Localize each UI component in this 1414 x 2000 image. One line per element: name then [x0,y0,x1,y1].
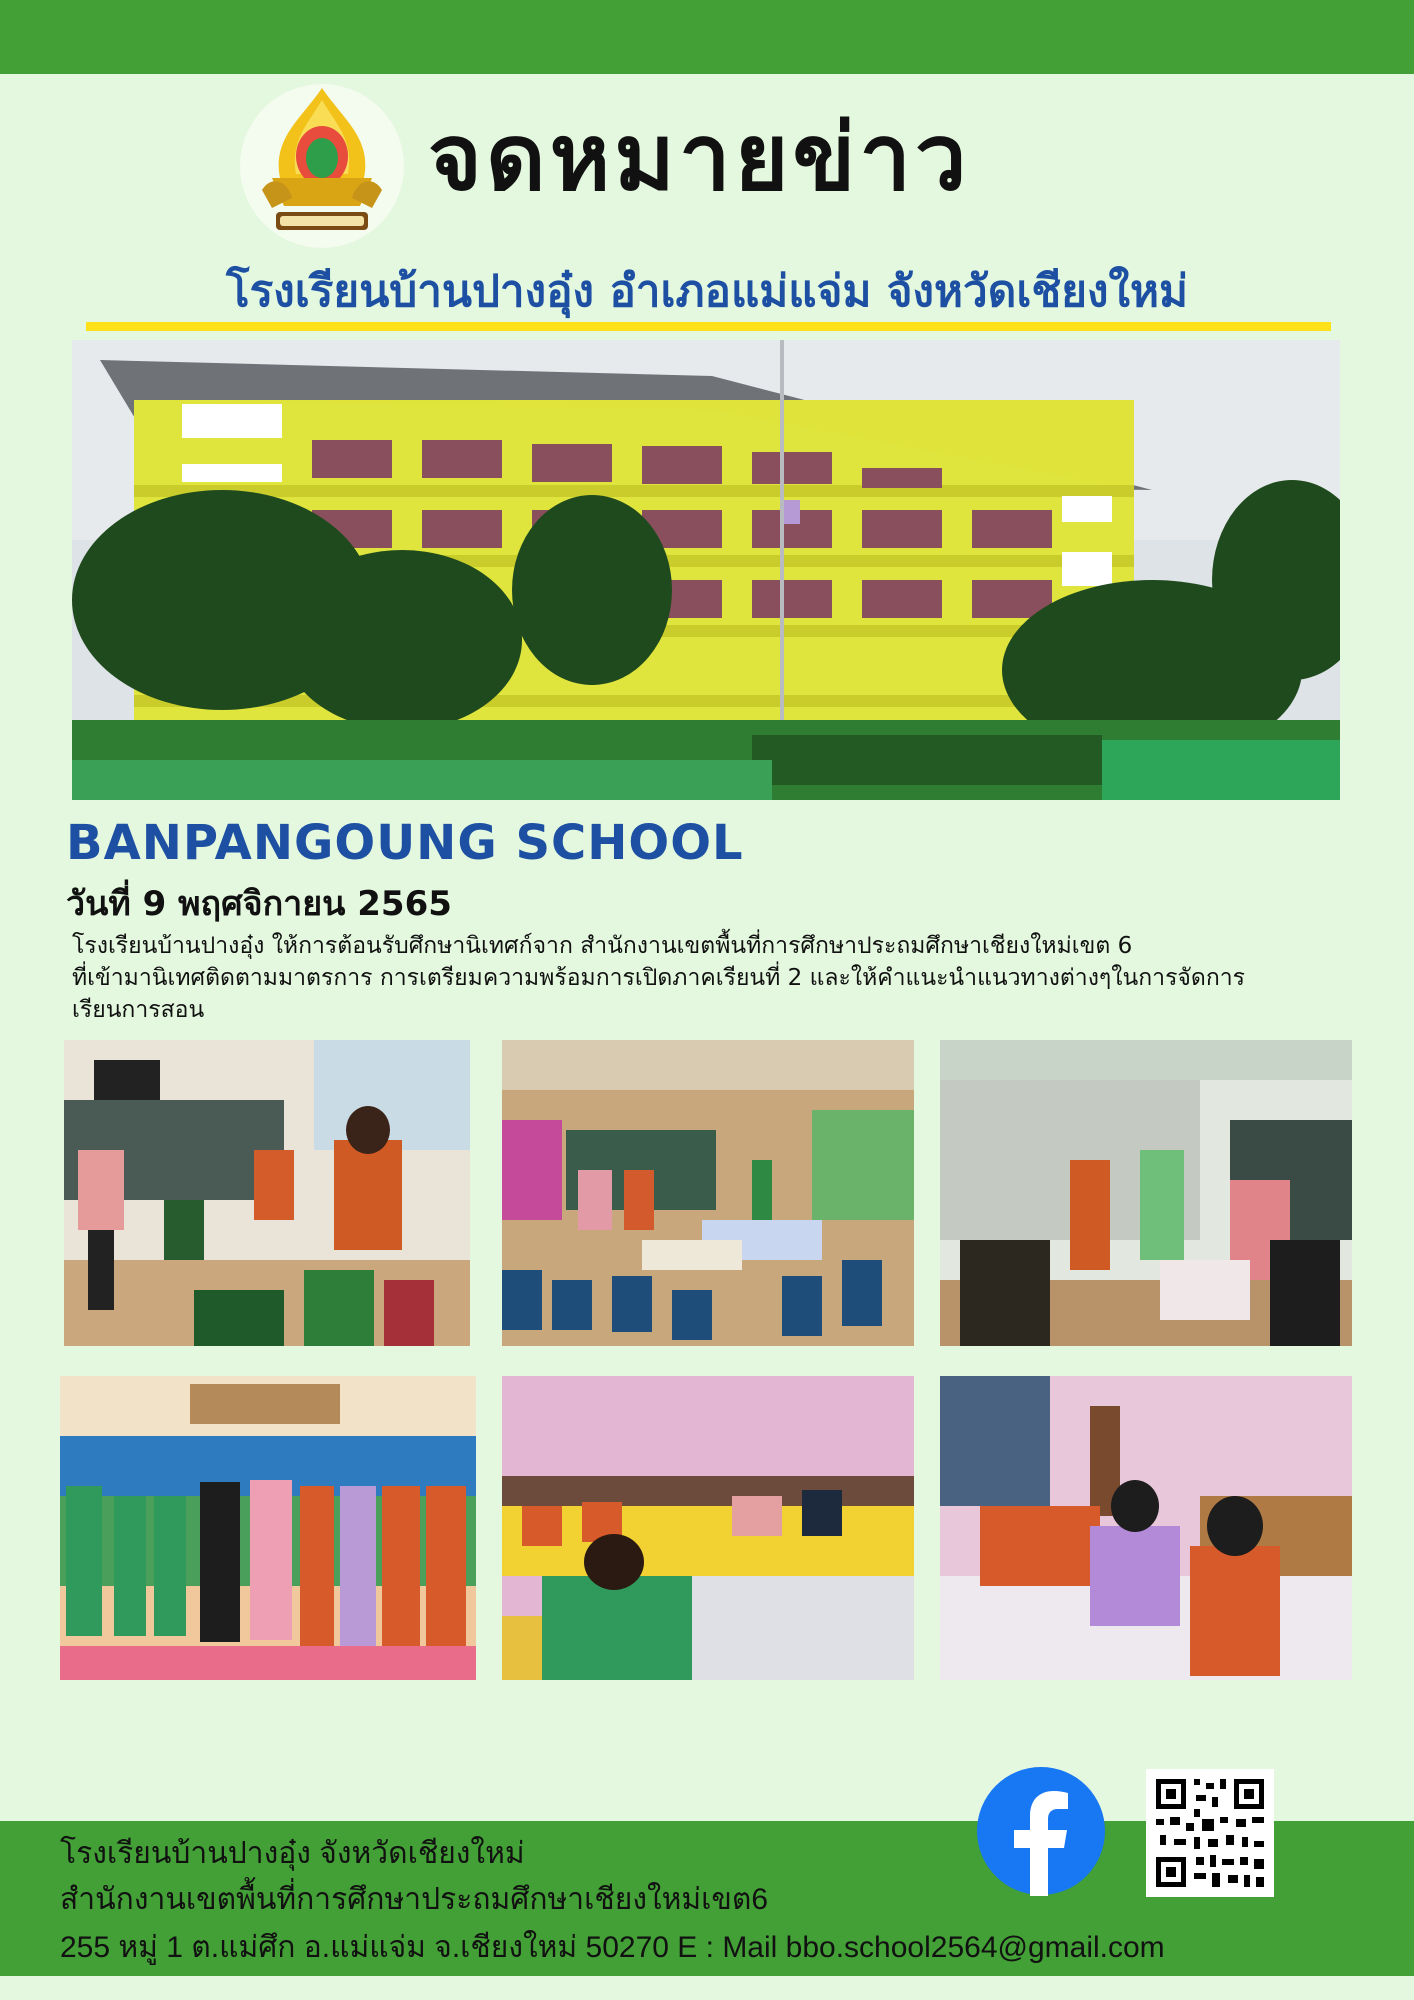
qr-code-icon[interactable] [1146,1769,1274,1897]
school-name-english: BANPANGOUNG SCHOOL [66,815,744,871]
footer-margin [0,1976,1414,2000]
school-logo [232,78,412,248]
article-body [72,930,1362,1026]
page-subtitle: โรงเรียนบ้านปางอุ๋ง อำเภอแม่แจ่ม จังหวัดเชียงใหม่ [226,266,1188,317]
footer-office: สำนักงานเขตพื้นที่การศึกษาประถมศึกษาเชียงใหม่เขต6 [60,1883,769,1916]
article-line: โรงเรียนบ้านปางอุ๋ง ให้การต้อนรับศึกษานิเทศก์จาก สำนักงานเขตพื้นที่การศึกษาประถมศึกษาเชียงใหม่เขต 6 [72,933,1133,959]
article-line: เรียนการสอน [72,997,205,1023]
school-building-photo [72,340,1340,800]
meeting-room-photo [502,1376,914,1680]
page-title: จดหมายข่าว [428,104,971,211]
footer-school: โรงเรียนบ้านปางอุ๋ง จังหวัดเชียงใหม่ [60,1837,525,1870]
classroom-photo [64,1040,470,1346]
divider [86,322,1331,331]
classroom-visit-photo [940,1040,1352,1346]
article-line: ที่เข้ามานิเทศติดตามมาตรการ การเตรียมความพร้อมการเปิดภาคเรียนที่ 2 และให้คำแนะนำแนวทางต่างๆในการจัดการ [72,965,1246,991]
kindergarten-photo [502,1040,914,1346]
top-banner [0,0,1414,74]
facebook-icon[interactable] [976,1766,1106,1896]
group-photo [60,1376,476,1680]
footer-address: 255 หมู่ 1 ต.แม่ศึก อ.แม่แจ่ม จ.เชียงใหม่ 50270 E : Mail bbo.school2564@gmail.com [60,1931,1165,1964]
conference-photo [940,1376,1352,1680]
article-date: วันที่ 9 พฤศจิกายน 2565 [66,884,452,924]
